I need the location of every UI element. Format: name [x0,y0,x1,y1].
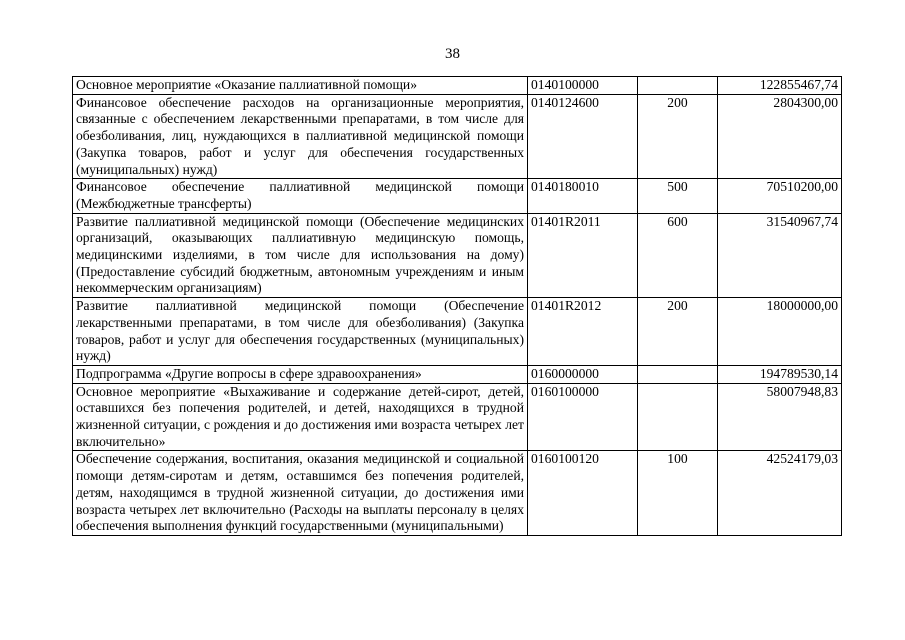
table-row [73,451,842,536]
table-row [73,383,842,451]
row-name: Основное мероприятие «Выхаживание и содержание детей-сирот, детей, оставшихся без попечения родителей, и детей, находящихся в трудной жизненной ситуации, с рождения и до достижения ими возраста четырех лет включительно» [73,383,528,451]
row-name: Основное мероприятие «Оказание паллиативной помощи» [73,77,528,95]
row-sum: 122855467,74 [718,77,842,95]
row-sum: 18000000,00 [718,298,842,366]
table-row [73,94,842,179]
row-code: 0160000000 [528,365,638,383]
row-code: 0160100120 [528,451,638,536]
row-code: 0160100000 [528,383,638,451]
row-name: Финансовое обеспечение паллиативной медицинской помощи (Межбюджетные трансферты) [73,179,528,213]
budget-table [72,76,842,536]
row-code: 0140124600 [528,94,638,179]
row-name: Развитие паллиативной медицинской помощи (Обеспечение медицинских организаций, оказывающих паллиативную медицинскую помощь, медицинскими изделиями, в том числе для использования на дому) (Предоставление субсидий бюджетным, автономным учреждениям и иным некоммерческим организациям) [73,213,528,298]
row-expense-type: 100 [638,451,718,536]
row-sum: 194789530,14 [718,365,842,383]
row-sum: 2804300,00 [718,94,842,179]
row-sum: 31540967,74 [718,213,842,298]
table-row [73,298,842,366]
row-name: Финансовое обеспечение расходов на организационные мероприятия, связанные с обеспечением лекарственными препаратами, в том числе для обезболивания, лиц, нуждающихся в паллиативной медицинской помощи (Закупка товаров, работ и услуг для обеспечения государственных (муниципальных) нужд) [73,94,528,179]
table-row [73,213,842,298]
row-sum: 58007948,83 [718,383,842,451]
row-expense-type [638,383,718,451]
row-name: Развитие паллиативной медицинской помощи (Обеспечение лекарственными препаратами, в том числе для обезболивания) (Закупка товаров, работ и услуг для обеспечения государственных (муниципальных) нужд) [73,298,528,366]
row-expense-type [638,365,718,383]
row-name: Подпрограмма «Другие вопросы в сфере здравоохранения» [73,365,528,383]
row-code: 0140100000 [528,77,638,95]
row-expense-type: 200 [638,298,718,366]
page-number: 38 [445,46,460,62]
row-expense-type: 200 [638,94,718,179]
row-expense-type [638,77,718,95]
row-expense-type: 600 [638,213,718,298]
row-code: 01401R2011 [528,213,638,298]
row-name: Обеспечение содержания, воспитания, оказания медицинской и социальной помощи детям-сиротам и детям, оставшимся без попечения родителей, детям, находящимся в трудной жизненной ситуации, до достижения ими возраста четырех лет включительно (Расходы на выплаты персоналу в целях обеспечения выполнения функций государственными (муниципальными) [73,451,528,536]
row-sum: 70510200,00 [718,179,842,213]
table-row [73,179,842,213]
table-row [73,365,842,383]
table-row [73,77,842,95]
row-code: 0140180010 [528,179,638,213]
row-sum: 42524179,03 [718,451,842,536]
row-code: 01401R2012 [528,298,638,366]
row-expense-type: 500 [638,179,718,213]
